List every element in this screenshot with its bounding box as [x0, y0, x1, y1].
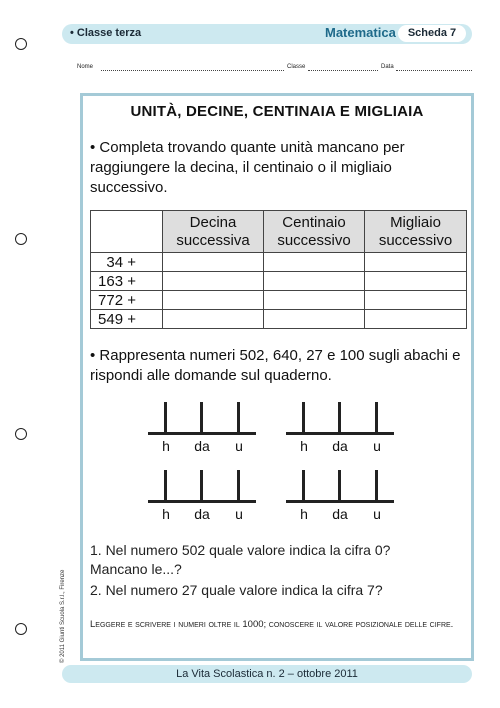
abacus-rod [302, 470, 305, 501]
row-label: 772 + [91, 291, 163, 310]
abacus-label-hundreds: h [162, 438, 170, 454]
abacus-label-units: u [235, 438, 243, 454]
abacus-label-hundreds: h [162, 506, 170, 522]
abacus-label-units: u [373, 506, 381, 522]
date-field-label: Data [381, 64, 394, 70]
abacus-drawing [148, 402, 256, 454]
class-field-line[interactable] [308, 70, 378, 71]
answer-cell[interactable] [264, 272, 365, 291]
binder-hole [15, 233, 27, 245]
binder-hole [15, 38, 27, 50]
abacus-rod [200, 470, 203, 501]
answer-cell[interactable] [264, 310, 365, 329]
name-field-label: Nome [77, 64, 94, 70]
abacus-rod [164, 402, 167, 433]
abacus-rod [164, 470, 167, 501]
abacus-rod [302, 402, 305, 433]
abacus-label-tens: da [194, 438, 210, 454]
subject-title: Matematica [325, 25, 396, 40]
binder-hole [15, 623, 27, 635]
column-header: Decina successiva [163, 211, 264, 253]
abacus-rod [237, 402, 240, 433]
abacus-label-tens: da [194, 506, 210, 522]
abacus-drawing [286, 470, 394, 522]
abacus-label-hundreds: h [300, 506, 308, 522]
abacus-base [148, 432, 256, 435]
table-row [91, 272, 467, 291]
table-corner-cell [91, 211, 163, 253]
abacus-drawing [148, 470, 256, 522]
abacus-base [286, 432, 394, 435]
abacus-rod [375, 402, 378, 433]
answer-cell[interactable] [365, 291, 467, 310]
abacus-label-tens: da [332, 506, 348, 522]
table-row [91, 253, 467, 272]
name-field-line[interactable] [101, 70, 284, 71]
table-row [91, 310, 467, 329]
abacus-rod [375, 470, 378, 501]
class-field-label: Classe [287, 64, 306, 70]
date-field-line[interactable] [396, 70, 472, 71]
abacus-base [286, 500, 394, 503]
abacus-rod [338, 470, 341, 501]
column-header: Centinaio successivo [264, 211, 365, 253]
learning-objectives: Leggere e scrivere i numeri oltre il 1000; conoscere il valore posizionale delle cifre. [90, 619, 454, 630]
question-2: 2. Nel numero 27 quale valore indica la cifra 7? [90, 582, 383, 598]
abacus-label-hundreds: h [300, 438, 308, 454]
column-header: Migliaio successivo [365, 211, 467, 253]
sheet-number-badge: Scheda 7 [398, 25, 466, 42]
answer-cell[interactable] [365, 253, 467, 272]
row-label: 163 + [91, 272, 163, 291]
question-1-followup: Mancano le...? [90, 561, 182, 577]
answer-cell[interactable] [163, 272, 264, 291]
table-row [91, 291, 467, 310]
exercise1-instruction: • Completa trovando quante unità mancano per raggiungere la decina, il centinaio o il migliaio successivo. [90, 139, 405, 196]
abacus-label-units: u [373, 438, 381, 454]
abacus-rod [338, 402, 341, 433]
abacus-rod [200, 402, 203, 433]
answer-cell[interactable] [365, 272, 467, 291]
answer-cell[interactable] [365, 310, 467, 329]
exercise2-instruction: • Rappresenta numeri 502, 640, 27 e 100 sugli abachi e rispondi alle domande sul quaderno. [90, 347, 461, 384]
completion-table [90, 210, 467, 329]
abacus-rod [237, 470, 240, 501]
row-label: 34 + [91, 253, 163, 272]
worksheet-title: UNITÀ, DECINE, CENTINAIA E MIGLIAIA [130, 103, 424, 120]
binder-hole [15, 428, 27, 440]
copyright-notice: © 2011 Giunti Scuola S.r.l., Firenze [60, 569, 66, 663]
answer-cell[interactable] [163, 310, 264, 329]
abacus-base [148, 500, 256, 503]
abacus-label-units: u [235, 506, 243, 522]
row-label: 549 + [91, 310, 163, 329]
footer-publication: La Vita Scolastica n. 2 – ottobre 2011 [62, 665, 472, 683]
answer-cell[interactable] [163, 253, 264, 272]
question-1: 1. Nel numero 502 quale valore indica la cifra 0? [90, 542, 391, 558]
abacus-label-tens: da [332, 438, 348, 454]
answer-cell[interactable] [264, 291, 365, 310]
answer-cell[interactable] [163, 291, 264, 310]
abacus-drawing [286, 402, 394, 454]
class-level-label: • Classe terza [70, 27, 142, 39]
answer-cell[interactable] [264, 253, 365, 272]
